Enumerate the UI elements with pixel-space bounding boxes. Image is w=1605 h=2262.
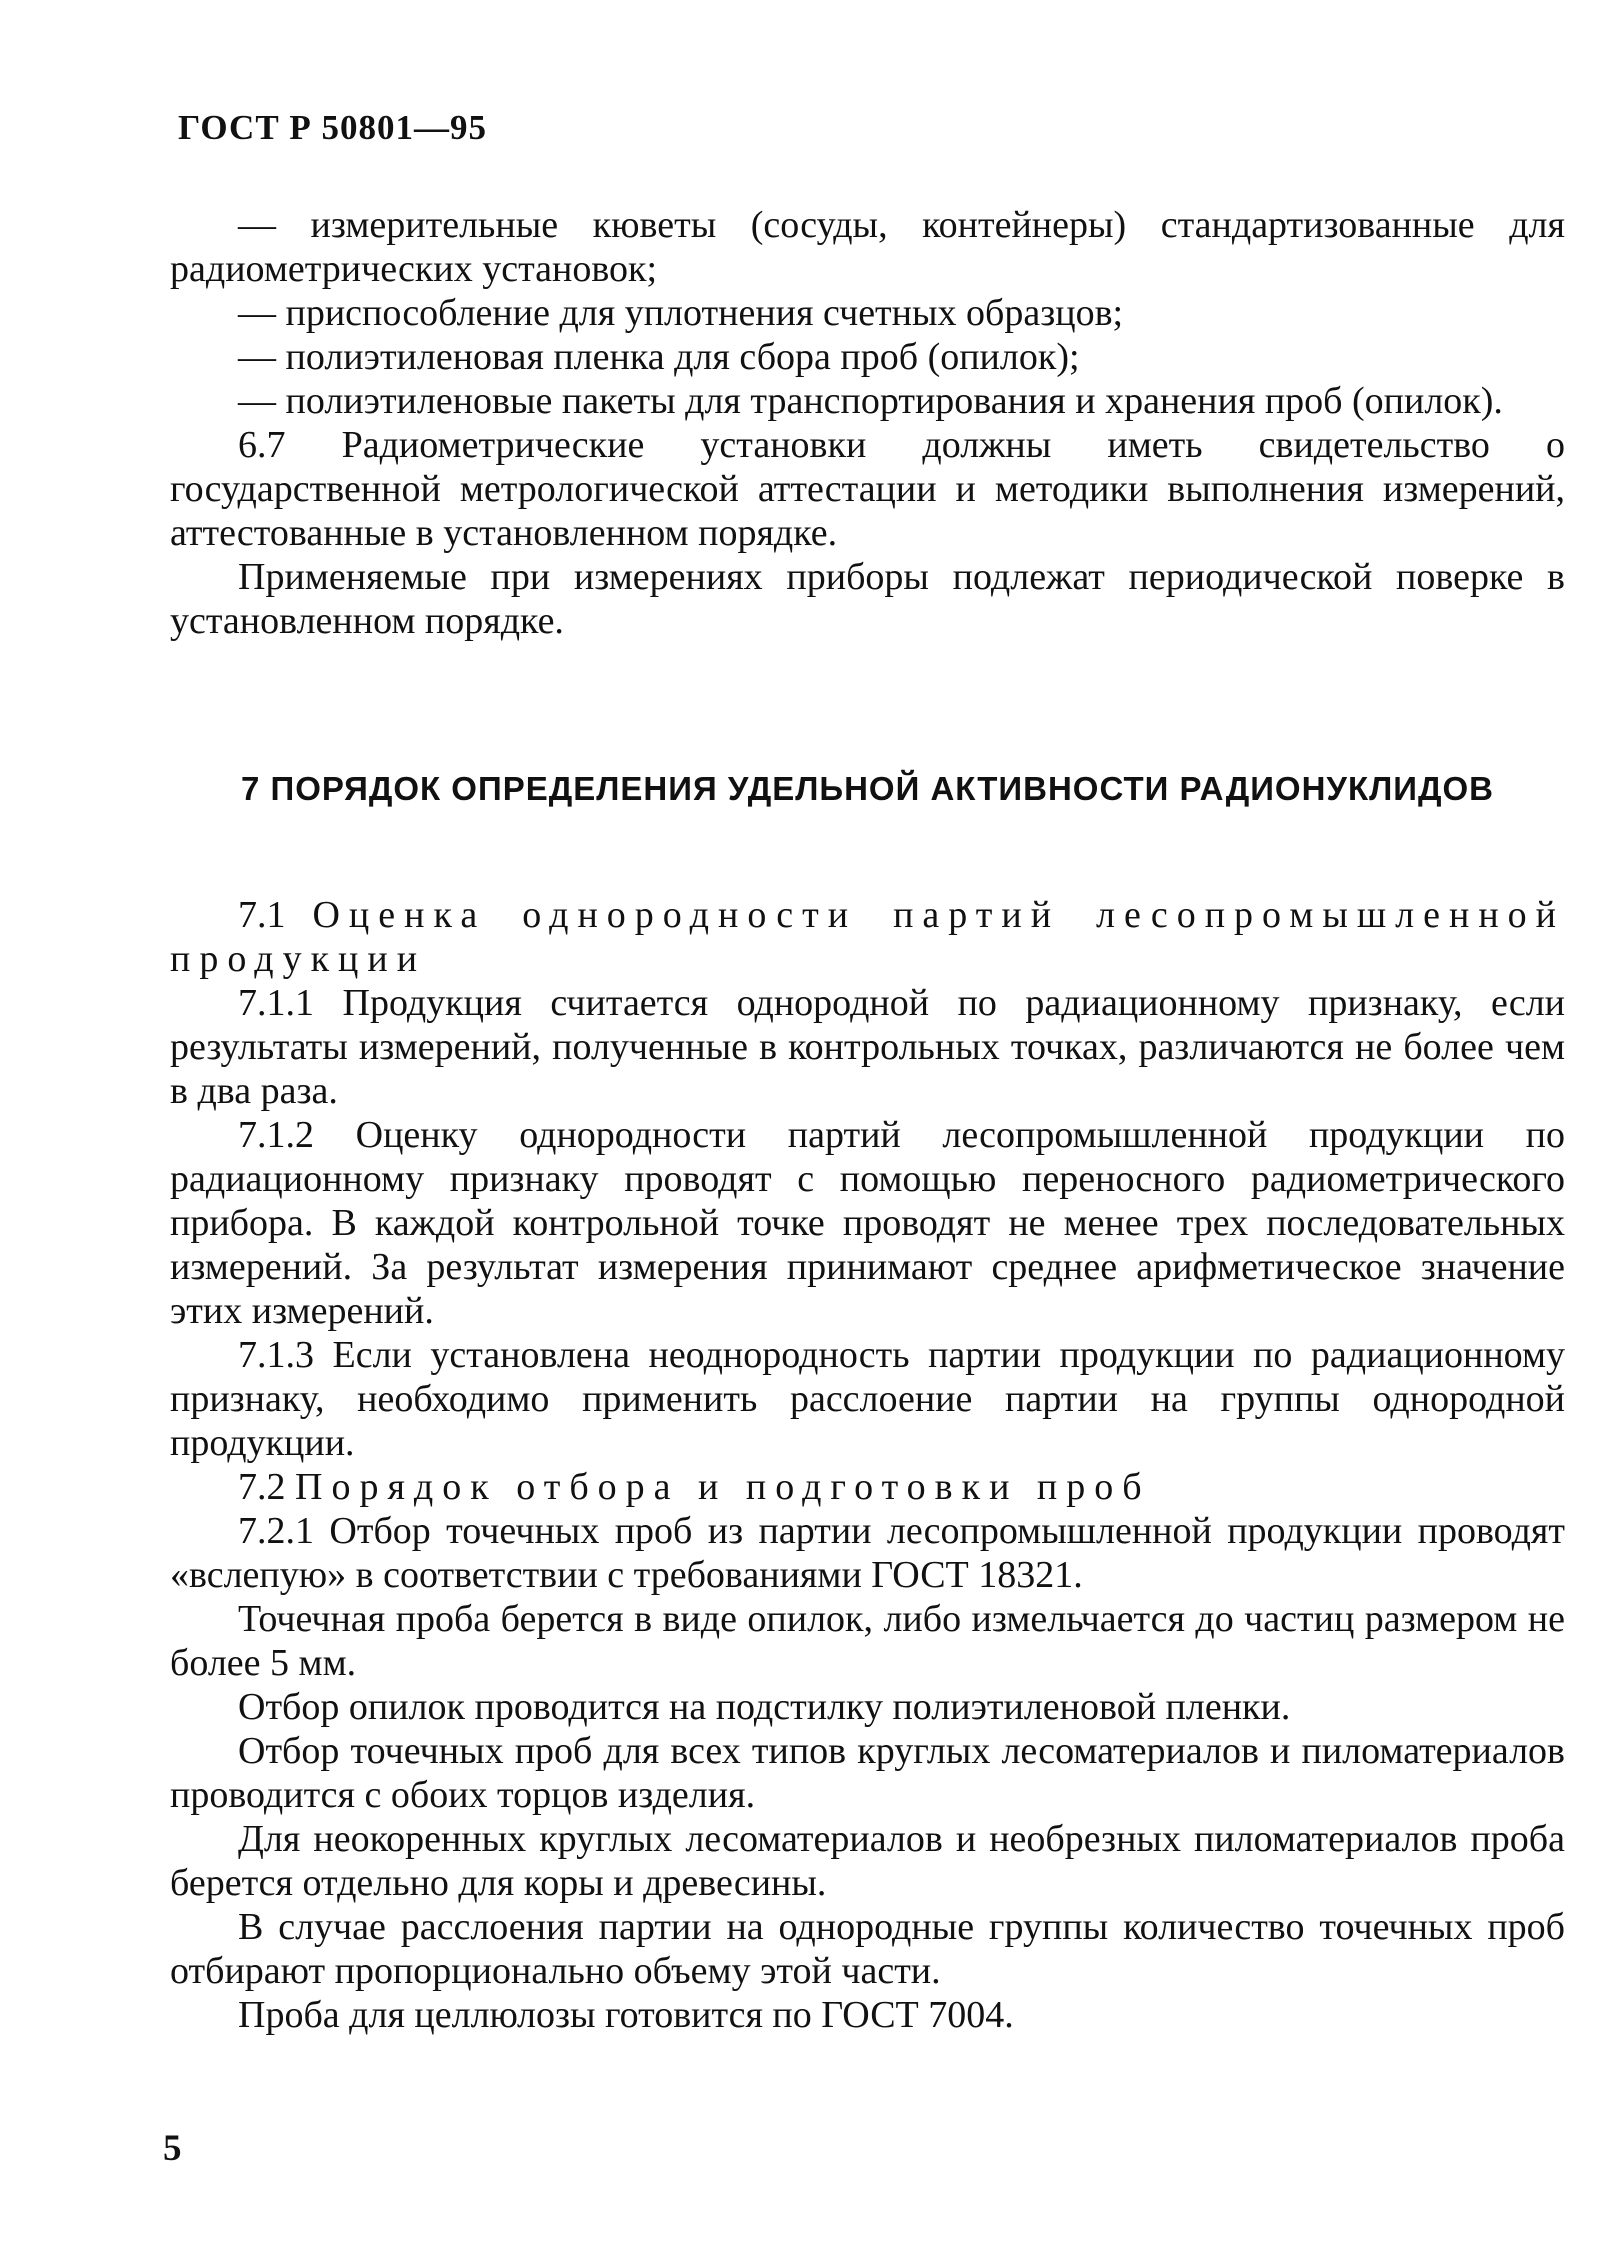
clause-7-2 <box>170 1465 1565 1509</box>
paragraph: Точечная проба берется в виде опилок, либо измельчается до частиц размером не более 5 мм. <box>170 1598 1565 1684</box>
clause-text: Оценку однородности партий лесопромышленной продукции по радиационному признаку проводят с помощью переносного радиометрического прибора. В каждой контрольной точке проводят не менее трех последовательных измерений. За результат измерения принимают среднее арифметическое значение этих измерений. <box>170 1114 1565 1332</box>
paragraph: В случае расслоения партии на однородные группы количество точечных проб отбирают пропорционально объему этой части. <box>170 1906 1565 1992</box>
clause-7-1-2 <box>170 1113 1565 1333</box>
document-header: ГОСТ Р 50801—95 <box>178 108 488 147</box>
clause-number: 6.7 <box>238 424 286 466</box>
clause-text: Если установлена неоднородность партии продукции по радиационному признаку, необходимо применить расслоение партии на группы однородной продукции. <box>170 1334 1565 1464</box>
list-item: — приспособление для уплотнения счетных образцов; <box>238 292 1124 334</box>
clause-7-1-3 <box>170 1333 1565 1465</box>
clause-number: 7.1.2 <box>238 1114 314 1156</box>
paragraph: Проба для целлюлозы готовится по ГОСТ 7004. <box>238 1994 1014 2036</box>
section-7-heading: 7 ПОРЯДОК ОПРЕДЕЛЕНИЯ УДЕЛЬНОЙ АКТИВНОСТИ РАДИОНУКЛИДОВ <box>241 770 1494 807</box>
page-number: 5 <box>163 2128 182 2169</box>
clause-title: Оценка однородности партий лесопромышленной продукции <box>170 894 1565 980</box>
paragraph: Отбор точечных проб для всех типов круглых лесоматериалов и пиломатериалов проводится с обоих торцов изделия. <box>170 1730 1565 1816</box>
clause-text: Продукция считается однородной по радиационному признаку, если результаты измерений, полученные в контрольных точках, различаются не более чем в два раза. <box>170 982 1565 1112</box>
clause-number: 7.1.3 <box>238 1334 314 1376</box>
paragraph: Для неокоренных круглых лесоматериалов и необрезных пиломатериалов проба берется отдельно для коры и древесины. <box>170 1818 1565 1904</box>
clause-number: 7.1 <box>238 894 286 936</box>
list-item: — полиэтиленовые пакеты для транспортирования и хранения проб (опилок). <box>238 380 1503 422</box>
clause-number: 7.1.1 <box>238 982 314 1024</box>
section-7-body <box>170 893 1565 2037</box>
clause-number: 7.2.1 <box>238 1510 314 1552</box>
clause-6-7-paragraph: Применяемые при измерениях приборы подлежат периодической поверке в установленном порядке. <box>170 556 1565 642</box>
list-item: — измерительные кюветы (сосуды, контейнеры) стандартизованные для радиометрических установок; <box>170 204 1565 290</box>
clause-title: Порядок отбора и подготовки проб <box>295 1466 1151 1508</box>
clause-number: 7.2 <box>238 1466 286 1508</box>
clause-7-1-1 <box>170 981 1565 1113</box>
paragraph: Отбор опилок проводится на подстилку полиэтиленовой пленки. <box>238 1686 1291 1728</box>
clause-6-7 <box>170 423 1565 555</box>
clause-7-2-1 <box>170 1509 1565 1597</box>
clause-text: Радиометрические установки должны иметь свидетельство о государственной метрологической аттестации и методики выполнения измерений, аттестованные в установленном порядке. <box>170 424 1566 554</box>
clause-7-1 <box>170 893 1565 981</box>
equipment-list <box>170 203 1565 643</box>
list-item: — полиэтиленовая пленка для сбора проб (опилок); <box>238 336 1080 378</box>
clause-text: Отбор точечных проб из партии лесопромышленной продукции проводят «вслепую» в соответствии с требованиями ГОСТ 18321. <box>170 1510 1566 1596</box>
